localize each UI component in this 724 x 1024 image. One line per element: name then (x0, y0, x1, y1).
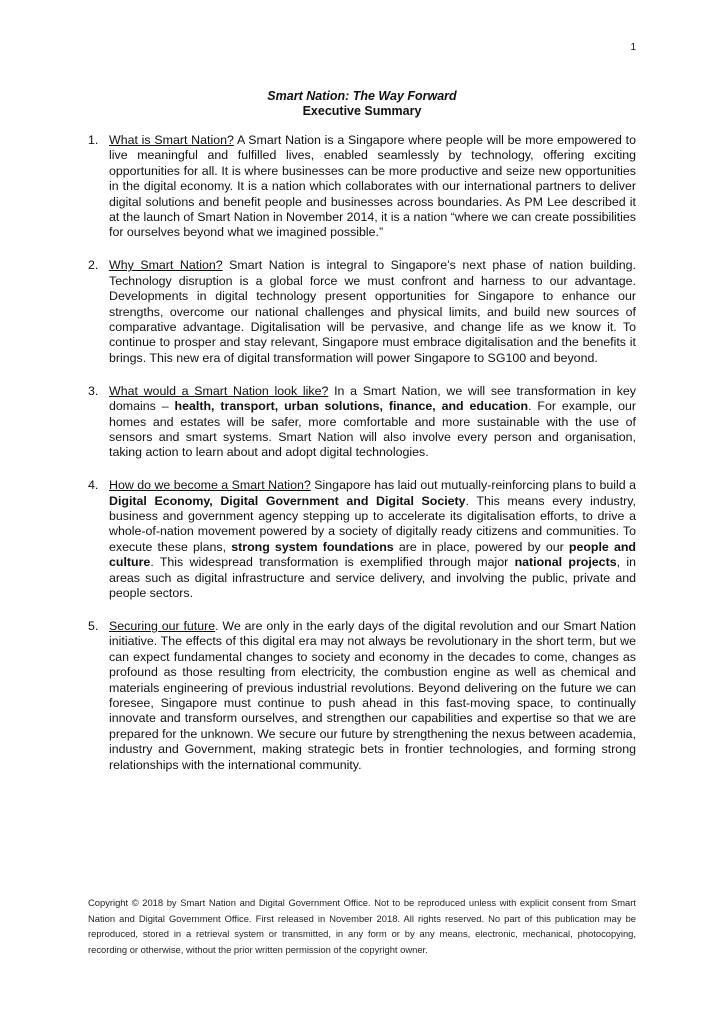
item-number: 3. (88, 383, 99, 398)
item-bold-text: national projects (514, 555, 617, 570)
item-body: are in place, powered by our (393, 539, 569, 554)
item-number: 2. (88, 258, 99, 273)
document-subtitle: Executive Summary (302, 104, 422, 118)
list-item (88, 384, 636, 461)
item-body: . We are only in the early days of the digital revolution and our Smart Nation initiative. The effects of this digital era may not always be revolutionary in the short term, but we can expect fundamental changes to society and economy in the decades to come, changes as profound as those resulting from electricity, the combustion engine as well as chemical and materials engineering of previous industrial revolutions. Beyond delivering on the future we can foresee, Singapore must continue to push ahead in this fast-moving space, to continually innovate and transform ourselves, and strengthen our capabilities and expertise so that we are prepared for the unknown. We secure our future by strengthening the nexus between academia, industry and Government, making strategic bets in frontier technologies, and forming strong relationships with the international community. (109, 618, 636, 772)
summary-list (88, 133, 636, 791)
item-heading: Why Smart Nation? (109, 258, 223, 273)
item-number: 5. (88, 618, 99, 633)
item-body: , in areas such as digital infrastructure and service delivery, and involving the public, private and people sectors. (109, 555, 636, 601)
item-body: . This widespread transformation is exemplified through major (150, 555, 515, 570)
item-body: . This means every industry, business and government agency stepping up to accelerate its digitalisation efforts, to drive a whole-of-nation movement powered by a society of digitally ready citizens and communities. To execute these plans, (109, 493, 637, 554)
item-body: A Smart Nation is a Singapore where people will be more empowered to live meaningful and fulfilled lives, enabled seamlessly by technology, offering exciting opportunities for all. It is where businesses can be more productive and seize new opportunities in the digital economy. It is a nation which collaborates with our international partners to deliver digital solutions and benefit people and businesses across boundaries. As PM Lee described it at the launch of Smart Nation in November 2014, it is a nation “where we can create possibilities for ourselves beyond what we imagined possible.” (109, 133, 637, 240)
item-body: In a Smart Nation, we will see transformation in key domains – (109, 383, 636, 414)
item-heading: Securing our future (109, 618, 216, 633)
list-item (88, 478, 636, 601)
item-bold-text: people and culture (109, 539, 637, 570)
item-body: Singapore has laid out mutually-reinforcing plans to build a (310, 478, 636, 493)
item-number: 1. (88, 133, 99, 147)
item-heading: What is Smart Nation? (109, 133, 234, 147)
page-number: 1 (630, 42, 636, 53)
item-heading: How do we become a Smart Nation? (109, 478, 311, 493)
list-item (88, 258, 636, 366)
item-body: . For example, our homes and estates will be safer, more comfortable and more sustainable with the use of sensors and smart systems. Smart Nation will also involve every person and organisation, taking action to learn about and adopt digital technologies. (109, 399, 636, 460)
document-title: Smart Nation: The Way Forward (267, 89, 457, 103)
copyright-footer: Copyright © 2018 by Smart Nation and Digital Government Office. Not to be reproduced unless with explicit consent from Smart Nation and Digital Government Office. First released in November 2018. All rights reserved. No part of this publication may be reproduced, stored in a retrieval system or transmitted, in any form or by any means, electronic, mechanical, photocopying, recording or otherwise, without the prior written permission of the copyright owner. (88, 897, 636, 955)
list-item (88, 133, 636, 241)
item-body: Smart Nation is integral to Singapore’s next phase of nation building. Technology disruption is a global force we must confront and harness to our advantage. Developments in digital technology present opportunities for Singapore to enhance our strengths, overcome our national challenges and physical limits, and build new sources of comparative advantage. Digitalisation will be pervasive, and change life as we know it. To continue to prosper and stay relevant, Singapore must embrace digitalisation and the benefits it brings. This new era of digital transformation will power Singapore to SG100 and beyond. (109, 258, 637, 365)
list-item (88, 619, 636, 773)
item-heading: What would a Smart Nation look like? (109, 383, 329, 398)
item-bold-text: health, transport, urban solutions, finance, and education (174, 399, 529, 414)
item-bold-text: strong system foundations (231, 539, 394, 554)
item-number: 4. (88, 478, 99, 493)
item-bold-text: Digital Economy, Digital Government and Digital Society (109, 493, 466, 508)
